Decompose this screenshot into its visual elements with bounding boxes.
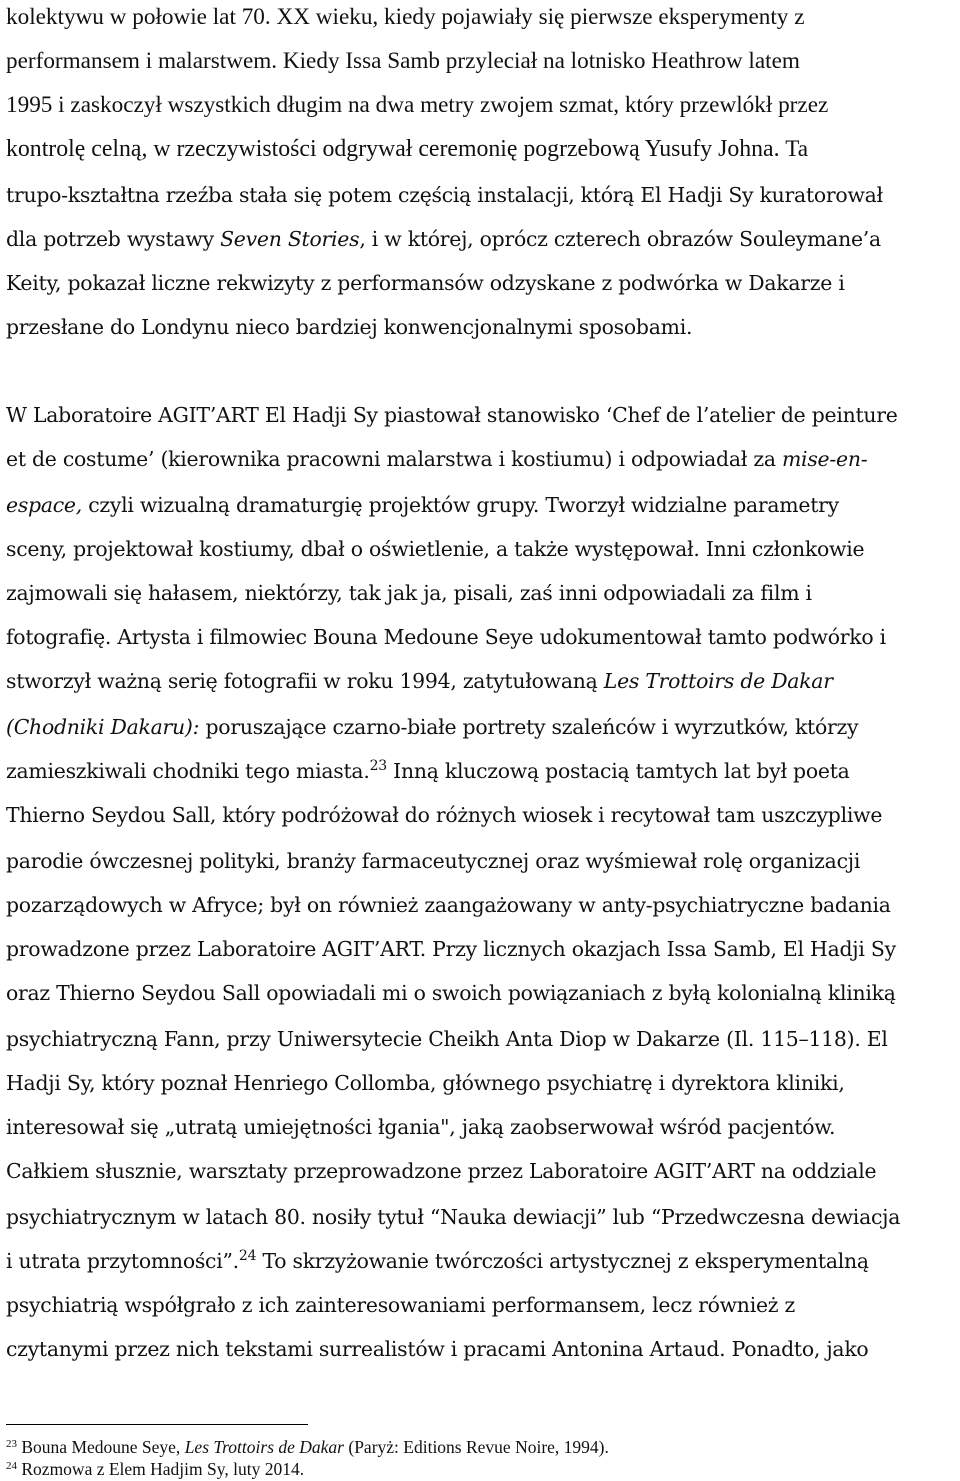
footnote-divider (6, 1424, 308, 1425)
footnote: $^{24}$ Rozmowa z Elem Hadjim Sy, luty 2014. (6, 1459, 305, 1479)
italic-title: Les Trottoirs de Dakar (603, 669, 833, 693)
text-line: interesował się „utratą umiejętności łgania", jaką zaobserwował wśród pacjentów. (6, 1115, 836, 1139)
text-line: oraz Thierno Seydou Sall opowiadali mi o swoich powiązaniach z byłą kolonialną kliniką (6, 981, 896, 1005)
text-line: kontrolę celną, w rzeczywistości odgrywał ceremonię pogrzebową Yusufy Johna. Ta (6, 136, 809, 162)
text-line: zajmowali się hałasem, niektórzy, tak jak ja, pisali, zaś inni odpowiadali za film i (6, 581, 812, 605)
text-line: parodie ówczesnej polityki, branży farmaceutycznej oraz wyśmiewał rolę organizacji (6, 849, 861, 873)
text-line: W Laboratoire AGIT’ART El Hadji Sy piastował stanowisko ‘Chef de l’atelier de peinture (6, 403, 898, 427)
footnote: $^{23}$ Bouna Medoune Seye, Les Trottoirs de Dakar (Paryż: Editions Revue Noire, 1994). (6, 1437, 609, 1457)
text-line: czytanymi przez nich tekstami surrealistów i pracami Antonina Artaud. Ponadto, jako (6, 1337, 869, 1361)
text-line: pozarządowych w Afryce; był on również zaangażowany w anty-psychiatryczne badania (6, 893, 891, 917)
text-line: stworzył ważną serię fotografii w roku 1994, zatytułowaną Les Trottoirs de Dakar (6, 669, 833, 693)
text-line: zamieszkiwali chodniki tego miasta.$^{23}$ Inną kluczową postacią tamtych lat był poeta (6, 758, 850, 783)
text-line: i utrata przytomności”.$^{24}$ To skrzyżowanie twórczości artystycznej z eksperymentalną (6, 1248, 869, 1273)
text-line: psychiatryczną Fann, przy Uniwersytecie Cheikh Anta Diop w Dakarze (Il. 115–118). El (6, 1027, 888, 1051)
text-line: prowadzone przez Laboratoire AGIT’ART. Przy licznych okazjach Issa Samb, El Hadji Sy (6, 937, 896, 961)
text-line: performansem i malarstwem. Kiedy Issa Samb przyleciał na lotnisko Heathrow latem (6, 48, 800, 74)
text-line: Keity, pokazał liczne rekwizyty z performansów odzyskane z podwórka w Dakarze i (6, 271, 845, 295)
text-line: fotografię. Artysta i filmowiec Bouna Medoune Seye udokumentował tamto podwórko i (6, 625, 886, 649)
text-line: espace, czyli wizualną dramaturgię projektów grupy. Tworzył widzialne parametry (6, 493, 839, 517)
text-line: Hadji Sy, który poznał Henriego Collomba, głównego psychiatrę i dyrektora kliniki, (6, 1071, 845, 1095)
footnote-ref: 24 (238, 1248, 257, 1264)
text-line: dla potrzeb wystawy Seven Stories, i w której, oprócz czterech obrazów Souleymane’a (6, 227, 881, 251)
text-line: sceny, projektował kostiumy, dbał o oświetlenie, a także występował. Inni członkowie (6, 537, 865, 561)
text-line: psychiatrycznym w latach 80. nosiły tytuł “Nauka dewiacji” lub “Przedwczesna dewiacja (6, 1205, 901, 1229)
text-line: 1995 i zaskoczył wszystkich długim na dwa metry zwojem szmat, który przewlókł przez (6, 92, 829, 118)
text-line: przesłane do Londynu nieco bardziej konwencjonalnymi sposobami. (6, 315, 693, 339)
text-line: Thierno Seydou Sall, który podróżował do różnych wiosek i recytował tam uszczypliwe (6, 803, 883, 827)
text-line: et de costume’ (kierownika pracowni malarstwa i kostiumu) i odpowiadał za mise-en- (6, 447, 868, 471)
text-line: (Chodniki Dakaru): poruszające czarno-białe portrety szaleńców i wyrzutków, którzy (6, 715, 859, 739)
text-line: psychiatrią współgrało z ich zainteresowaniami performansem, lecz również z (6, 1293, 795, 1317)
footnote-ref: 23 (369, 758, 387, 774)
text-line: Całkiem słusznie, warsztaty przeprowadzone przez Laboratoire AGIT’ART na oddziale (6, 1159, 877, 1183)
text-line: kolektywu w połowie lat 70. XX wieku, kiedy pojawiały się pierwsze eksperymenty z (6, 4, 805, 30)
italic-title: Seven Stories (220, 227, 360, 251)
text-line: trupo-kształtna rzeźba stała się potem częścią instalacji, którą El Hadji Sy kuratorował (6, 183, 883, 207)
